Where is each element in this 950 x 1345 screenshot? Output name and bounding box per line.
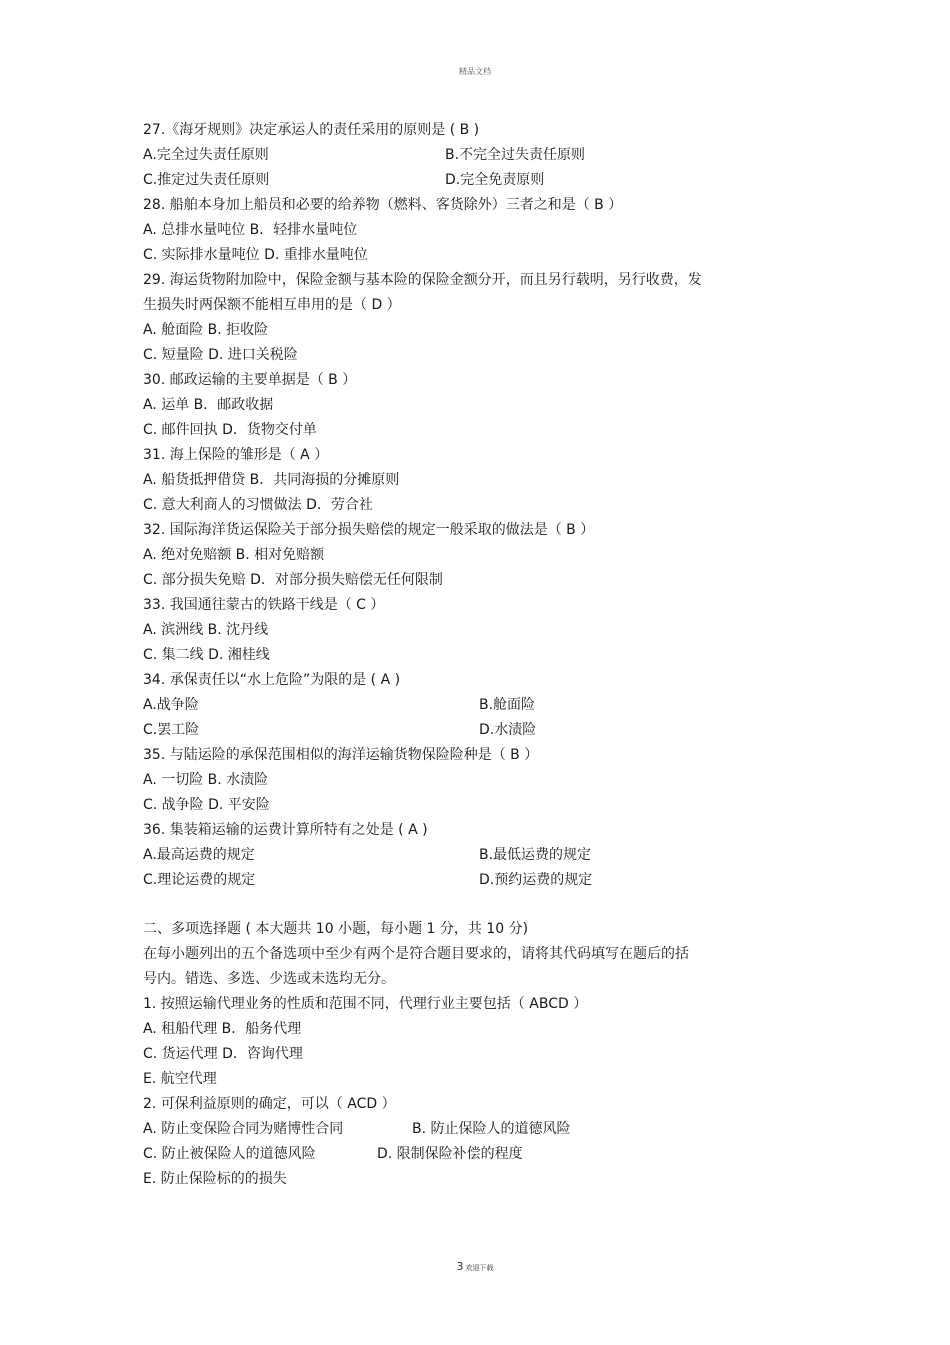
text-line <box>143 168 783 193</box>
line-text: A. 船货抵押借贷 B．共同海损的分摊原则 <box>143 472 400 488</box>
text-line <box>143 593 783 618</box>
text-line <box>143 967 783 992</box>
line-text: 35. 与陆运险的承保范围相似的海洋运输货物保险险种是（ B ） <box>143 747 539 763</box>
text-line <box>143 1042 783 1067</box>
line-text: C.理论运费的规定 <box>143 872 256 888</box>
text-line <box>143 1167 783 1192</box>
line-text: C.罢工险 <box>143 722 200 738</box>
text-line <box>143 743 783 768</box>
option-right-column: D.水渍险 <box>479 722 537 738</box>
text-line <box>143 118 783 143</box>
line-text: C. 短量险 D. 进口关税险 <box>143 347 298 363</box>
text-line <box>143 368 783 393</box>
text-line <box>143 1117 783 1142</box>
line-text: A. 一切险 B. 水渍险 <box>143 772 269 788</box>
line-text: A.战争险 <box>143 697 199 713</box>
text-line <box>143 1142 783 1167</box>
text-line <box>143 843 783 868</box>
line-text: C. 战争险 D. 平安险 <box>143 797 270 813</box>
text-line <box>143 942 783 967</box>
text-line <box>143 343 783 368</box>
text-line <box>143 293 783 318</box>
line-text: A. 防止变保险合同为赌博性合同 <box>143 1121 344 1137</box>
line-text: 1. 按照运输代理业务的性质和范围不同，代理行业主要包括（ ABCD ） <box>143 996 588 1012</box>
line-text: 二、多项选择题 ( 本大题共 10 小题，每小题 1 分，共 10 分) <box>143 921 529 937</box>
line-text: 2. 可保利益原则的确定，可以（ ACD ） <box>143 1096 396 1112</box>
line-text: A. 舱面险 B. 拒收险 <box>143 322 269 338</box>
text-line <box>143 793 783 818</box>
line-text: 31. 海上保险的雏形是（ A ） <box>143 447 329 463</box>
line-text: 34. 承保责任以“水上危险”为限的是 ( A ) <box>143 672 401 688</box>
line-text: E. 防止保险标的的损失 <box>143 1171 287 1187</box>
line-text: 28. 船舶本身加上船员和必要的给养物（燃料、客货除外）三者之和是（ B ） <box>143 197 623 213</box>
text-line <box>143 193 783 218</box>
text-line <box>143 693 783 718</box>
line-text: 32. 国际海洋货运保险关于部分损失赔偿的规定一般采取的做法是（ B ） <box>143 522 595 538</box>
page-footer <box>0 1260 950 1273</box>
line-text: C. 意大利商人的习惯做法 D．劳合社 <box>143 497 373 513</box>
text-line <box>143 268 783 293</box>
line-text: A.最高运费的规定 <box>143 847 255 863</box>
text-line <box>143 992 783 1017</box>
line-text: 号内。错选、多选、少选或未选均无分。 <box>143 971 395 987</box>
line-text: C. 集二线 D. 湘桂线 <box>143 647 270 663</box>
text-line <box>143 418 783 443</box>
line-text: C. 货运代理 D．咨询代理 <box>143 1046 303 1062</box>
text-line <box>143 643 783 668</box>
line-text: C. 实际排水量吨位 D. 重排水量吨位 <box>143 247 368 263</box>
line-text: 30. 邮政运输的主要单据是（ B ） <box>143 372 357 388</box>
text-line <box>143 493 783 518</box>
option-right-column: B.最低运费的规定 <box>479 847 592 863</box>
text-line <box>143 1067 783 1092</box>
option-right-column: B. 防止保险人的道德风险 <box>412 1121 571 1137</box>
page-number: 3 <box>456 1260 464 1273</box>
text-line <box>143 443 783 468</box>
text-line <box>143 718 783 743</box>
text-line <box>143 243 783 268</box>
section-gap <box>143 893 783 917</box>
option-right-column: D. 限制保险补偿的程度 <box>377 1146 523 1162</box>
line-text: 29. 海运货物附加险中，保险金额与基本险的保险金额分开，而且另行载明，另行收费，发 <box>143 272 702 288</box>
line-text: C. 邮件回执 D．货物交付单 <box>143 422 317 438</box>
line-text: 27.《海牙规则》决定承运人的责任采用的原则是 ( B ) <box>143 122 480 138</box>
text-line <box>143 543 783 568</box>
line-text: A. 滨洲线 B. 沈丹线 <box>143 622 269 638</box>
footer-note: 欢迎下载 <box>465 1264 494 1272</box>
line-text: E. 航空代理 <box>143 1071 217 1087</box>
line-text: 33. 我国通往蒙古的铁路干线是（ C ） <box>143 597 385 613</box>
line-text: 在每小题列出的五个备选项中至少有两个是符合题目要求的，请将其代码填写在题后的括 <box>143 946 689 962</box>
line-text: C.推定过失责任原则 <box>143 172 270 188</box>
option-right-column: B.舱面险 <box>479 697 536 713</box>
page-header: 精品文档 <box>459 67 491 76</box>
line-text: A. 总排水量吨位 B．轻排水量吨位 <box>143 222 358 238</box>
option-right-column: D.完全免责原则 <box>445 172 545 188</box>
line-text: A. 绝对免赔额 B. 相对免赔额 <box>143 547 325 563</box>
option-right-column: B.不完全过失责任原则 <box>445 147 586 163</box>
text-line <box>143 1092 783 1117</box>
text-line <box>143 468 783 493</box>
text-line <box>143 917 783 942</box>
text-line <box>143 568 783 593</box>
text-line <box>143 218 783 243</box>
line-text: A. 运单 B．邮政收据 <box>143 397 274 413</box>
line-text: A. 租船代理 B．船务代理 <box>143 1021 302 1037</box>
text-line <box>143 518 783 543</box>
text-line <box>143 318 783 343</box>
option-right-column: D.预约运费的规定 <box>479 872 593 888</box>
text-line <box>143 818 783 843</box>
line-text: C. 部分损失免赔 D．对部分损失赔偿无任何限制 <box>143 572 443 588</box>
document-body <box>143 118 783 1192</box>
text-line <box>143 393 783 418</box>
text-line <box>143 668 783 693</box>
text-line <box>143 768 783 793</box>
text-line <box>143 1017 783 1042</box>
text-line <box>143 618 783 643</box>
line-text: 生损失时两保额不能相互串用的是（ D ） <box>143 297 401 313</box>
text-line <box>143 868 783 893</box>
line-text: C. 防止被保险人的道德风险 <box>143 1146 316 1162</box>
text-line <box>143 143 783 168</box>
line-text: A.完全过失责任原则 <box>143 147 269 163</box>
line-text: 36. 集装箱运输的运费计算所特有之处是 ( A ) <box>143 822 428 838</box>
